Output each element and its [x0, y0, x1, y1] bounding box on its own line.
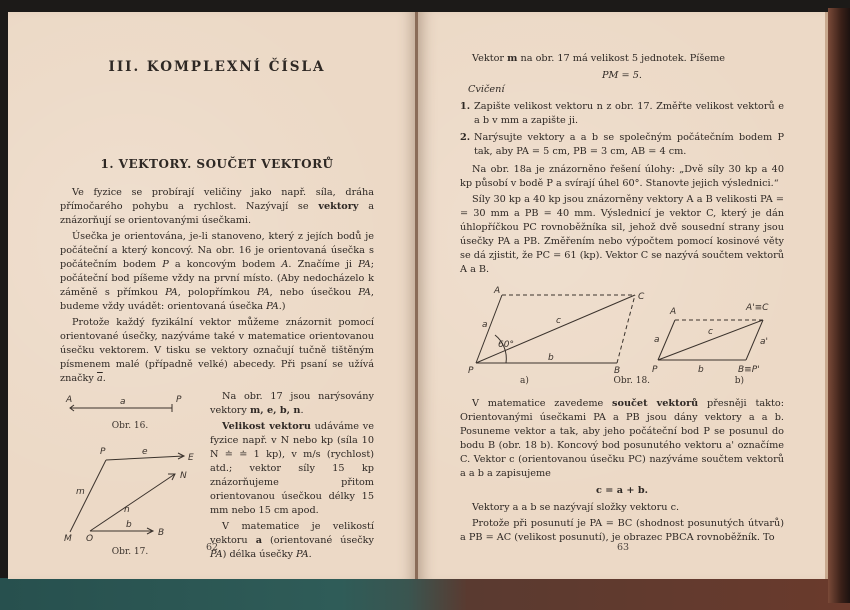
vector-label-a: a	[120, 397, 126, 407]
point-label-A-prime-C: A'≡C	[746, 303, 769, 313]
paragraph: Velikost vektoru udáváme ve fyzice např. v N nebo kp (síla 10 N ≐ ≐ 1 kp), v m/s (rychlost) atd.; vektor síly 15 kp znázorňujeme přitom orientovanou úsečkou délky 15 mm nebo 15 cm apod.	[210, 421, 374, 516]
point-label-A: A	[494, 286, 501, 296]
vector-label-m: m	[76, 487, 85, 497]
equation: c = a + b.	[595, 485, 649, 496]
vector-label-n: n	[124, 505, 130, 515]
paragraph: V matematice je velikostí vektoru a (orientované úsečky PA) délka úsečky PA.	[210, 521, 374, 560]
vector-label-b: b	[698, 365, 704, 373]
figure-18b-label: b)	[734, 376, 744, 386]
book-cover-edge	[0, 578, 850, 610]
figure-block	[60, 390, 374, 562]
vector-n	[90, 474, 175, 531]
page-number: 62	[205, 542, 219, 553]
vector-label-c: c	[556, 316, 561, 326]
figure-16-caption: Obr. 16.	[111, 421, 149, 431]
chapter-title: III. KOMPLEXNÍ ČÍSLA	[108, 59, 326, 75]
point-label-P: P	[100, 447, 106, 457]
equation: PM = 5.	[602, 70, 642, 81]
point-label-E: E	[188, 453, 194, 463]
vector-a	[476, 295, 502, 363]
figure-16-wrap	[60, 392, 200, 558]
paragraph: Protože při posunutí je PA = BC (shodnost posunutých útvarů) a PB = AC (velikost posunutí), je obrazec PBCA rovnoběžník. To	[460, 518, 784, 543]
point-label-C: C	[638, 292, 645, 302]
point-label-B-prime-P: B≡P'	[738, 365, 760, 373]
point-label-A: A	[66, 395, 73, 405]
vector-c	[476, 295, 635, 363]
figure-18-captions	[460, 375, 784, 387]
vector-label-b: b	[126, 520, 132, 530]
paragraph: Protože každý fyzikální vektor můžeme znázornit pomocí orientované úsečky, nazýváme také v matematice orientovanou úsečku vektorem. V tisku se vektory označují tučně tištěným písmenem malé (případně velké) abecedy. Při psaní se užívá značky $\overline{a}$.	[60, 317, 374, 384]
point-label-P: P	[468, 366, 474, 373]
page-number: 63	[616, 542, 630, 553]
figure-18b	[650, 298, 784, 373]
vector-c	[658, 320, 763, 360]
paragraph: Úsečka je orientována, je-li stanoveno, který z jejích bodů je počáteční a který koncový. Na obr. 16 je orientovaná úsečka s počátečním bodem P a koncovým bodem A. Značíme ji PA; počáteční bod píšeme vždy na první místo. (Aby nedocházelo k záměně s přímkou PA, polopřímkou PA, nebo úsečkou PA, budeme vždy uvádět: orientovaná úsečka PA.)	[60, 231, 375, 312]
figure-18a	[460, 285, 650, 373]
left-page	[8, 12, 416, 579]
book-cover-spine-edge	[828, 8, 850, 603]
vector-label-a: a	[482, 320, 488, 330]
paragraph: Vektor m na obr. 17 má velikost 5 jednotek. Píšeme	[472, 53, 725, 64]
point-label-M: M	[64, 534, 72, 542]
vector-label-a-prime: a'	[760, 337, 768, 347]
vector-symbol: $\overline{a}$	[96, 373, 103, 384]
paragraph: Na obr. 18a je znázorněno řešení úlohy: „Dvě síly 30 kp a 40 kp působí v bodě P a svírají úhel 60°. Stanovte jejich výslednici.“	[460, 164, 784, 189]
point-label-P: P	[652, 365, 658, 373]
exercise-item: 2. Narýsujte vektory a a b se společným počátečním bodem P tak, aby PA = 5 cm, PB = 3 cm, AB = 4 cm.	[460, 132, 784, 157]
figure-18a-label: a)	[520, 376, 529, 386]
figure-17	[60, 442, 200, 542]
section-title: 1. VEKTORY. SOUČET VEKTORŮ	[100, 157, 334, 171]
dashed-side	[617, 295, 635, 363]
paragraph: Vektory a a b se nazývají složky vektoru c.	[472, 502, 680, 513]
point-label-A: A	[670, 307, 677, 317]
point-label-O: O	[86, 534, 94, 542]
paragraph: Na obr. 17 jsou narýsovány vektory m, e, b, n.	[210, 391, 374, 416]
vector-label-b: b	[548, 353, 554, 363]
point-label-N: N	[180, 471, 187, 481]
figure-16	[60, 392, 190, 416]
paragraph: Síly 30 kp a 40 kp jsou znázorněny vektory A a B velikosti PA = = 30 mm a PB = 40 mm. Výslednicí je vektor C, který je dán úhlopříčkou PC rovnoběžníka sil, jehož dvě sousední strany jsou úsečky PA a PB. Změřením nebo výpočtem pomocí kosinové věty se dá zjistit, že PC = 61 (kp). Vektor C se nazývá součtem vektorů A a B.	[460, 194, 784, 275]
point-label-P: P	[176, 395, 182, 405]
vector-label-e: e	[142, 447, 148, 457]
angle-label: 60°	[498, 340, 514, 350]
right-column	[460, 52, 784, 545]
vector-label-a: a	[654, 335, 660, 345]
right-page	[418, 12, 828, 579]
left-column	[60, 58, 374, 562]
exercise-item: 1. Zapište velikost vektoru n z obr. 17. Změřte velikost vektorů e a b v mm a zapište ji.	[460, 101, 784, 126]
point-label-B: B	[158, 528, 165, 538]
vector-label-c: c	[708, 327, 713, 337]
figure-18-caption: Obr. 18.	[613, 376, 651, 386]
figure-18	[460, 285, 784, 373]
paragraph: V matematice zavedeme součet vektorů přesněji takto: Orientovanými úsečkami PA a PB jsou dány vektory a a b. Posuneme vektor a tak, aby jeho počáteční bod P se posunul do bodu B (obr. 18 b). Koncový bod posunutého vektoru a' označíme C. Vektor c (orientovanou úsečku PC) nazýváme součtem vektorů a a b a zapisujeme	[460, 398, 784, 479]
point-label-B: B	[614, 366, 621, 373]
paragraph: Ve fyzice se probírají veličiny jako např. síla, dráha přímočarého pohybu a rychlost. Nazývají se vektory a znázorňují se orientovanými úsečkami.	[60, 187, 374, 226]
exercise-heading: Cvičení	[468, 84, 505, 95]
figure-17-caption: Obr. 17.	[111, 547, 149, 557]
